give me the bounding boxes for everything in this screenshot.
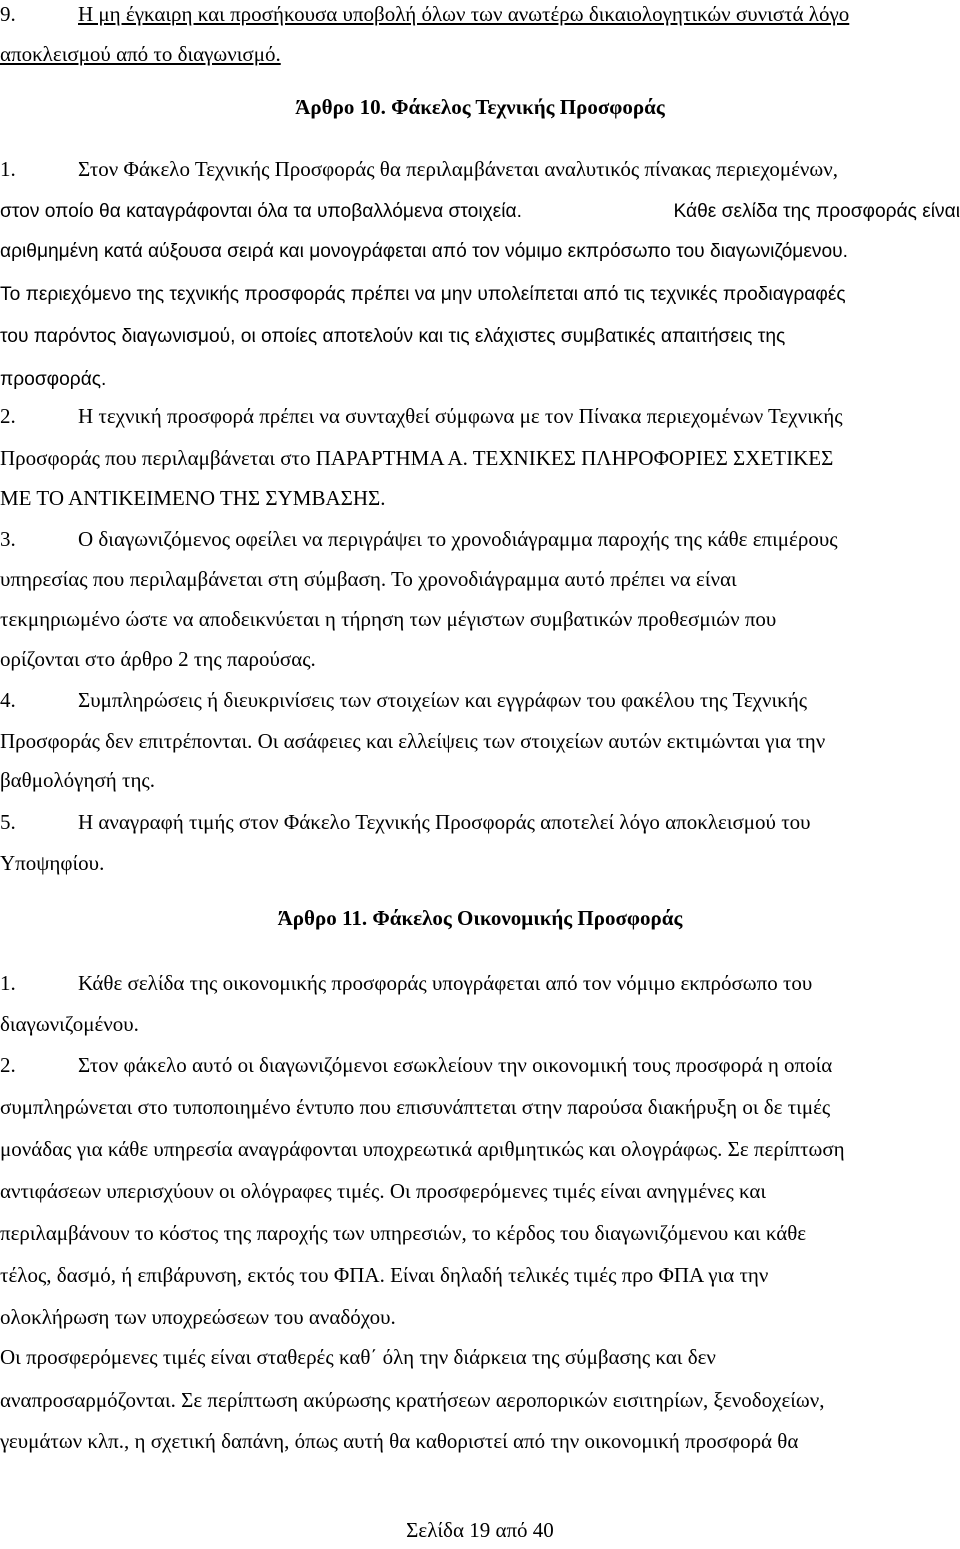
paragraph-text: Η αναγραφή τιμής στον Φάκελο Τεχνικής Προσφοράς αποτελεί λόγο αποκλεισμού του [78,810,811,834]
a10-p1-line-5: του παρόντος διαγωνισμού, οι οποίες αποτελούν και τις ελάχιστες συμβατικές απαιτήσεις της [0,326,786,347]
a11-p1-line-1 [0,971,812,995]
paragraph-text: Ο διαγωνιζόμενος οφείλει να περιγράψει το χρονοδιάγραμμα παροχής της κάθε επιμέρους [78,527,838,551]
a10-p3-line-2: υπηρεσίας που περιλαμβάνεται στη σύμβαση. Το χρονοδιάγραμμα αυτό πρέπει να είναι [0,567,737,591]
a11-p2-line-6: τέλος, δασμό, ή επιβάρυνση, εκτός του ΦΠΑ. Είναι δηλαδή τελικές τιμές προ ΦΠΑ για την [0,1263,769,1287]
a11-p2-line-4: αντιφάσεων υπερισχύουν οι ολόγραφες τιμές. Οι προσφερόμενες τιμές είναι ανηγμένες και [0,1179,767,1203]
a10-p5-line-2: Υποψηφίου. [0,851,105,875]
paragraph-text: Κάθε σελίδα της προσφοράς είναι [673,201,960,222]
paragraph-number: 4. [0,688,16,712]
paragraph-number: 5. [0,810,16,834]
a11-p3-line-2: αναπροσαρμόζονται. Σε περίπτωση ακύρωσης κρατήσεων αεροπορικών εισιτηρίων, ξενοδοχείων, [0,1388,825,1412]
paragraph-text: Συμπληρώσεις ή διευκρινίσεις των στοιχείων και εγγράφων του φακέλου της Τεχνικής [78,688,808,712]
paragraph-text: Η τεχνική προσφορά πρέπει να συνταχθεί σύμφωνα με τον Πίνακα περιεχομένων Τεχνικής [78,404,843,428]
paragraph-number: 3. [0,527,16,551]
a10-p2-line-2: Προσφοράς που περιλαμβάνεται στο ΠΑΡΑΡΤΗΜΑ Α. ΤΕΧΝΙΚΕΣ ΠΛΗΡΟΦΟΡΙΕΣ ΣΧΕΤΙΚΕΣ [0,446,834,470]
item-text: Η μη έγκαιρη και προσήκουσα υποβολή όλων των ανωτέρω δικαιολογητικών συνιστά λόγο [78,2,850,26]
item-text: αποκλεισμού από το διαγωνισμό. [0,42,281,66]
a10-p4-line-1 [0,688,807,712]
paragraph-number: 2. [0,404,16,428]
a10-p4-line-3: βαθμολόγησή της. [0,768,155,792]
page-number-footer: Σελίδα 19 από 40 [406,1518,554,1542]
a10-p2-line-3: ΜΕ ΤΟ ΑΝΤΙΚΕΙΜΕΝΟ ΤΗΣ ΣΥΜΒΑΣΗΣ. [0,486,386,510]
a10-p2-line-1 [0,404,843,428]
a10-p3-line-4: ορίζονται στο άρθρο 2 της παρούσας. [0,647,316,671]
a10-p1-line-6: προσφοράς. [0,369,107,390]
paragraph-number: 1. [0,971,16,995]
article-10-heading: Άρθρο 10. Φάκελος Τεχνικής Προσφοράς [295,95,665,119]
a10-p1-line-3: αριθμημένη κατά αύξουσα σειρά και μονογράφεται από τον νόμιμο εκπρόσωπο του διαγωνιζόμενου. [0,241,848,262]
item-9-line-1 [0,2,849,26]
item-9-line-2 [0,42,281,66]
a11-p3-line-1: Οι προσφερόμενες τιμές είναι σταθερές καθ΄ όλη την διάρκεια της σύμβασης και δεν [0,1345,716,1369]
paragraph-text: Κάθε σελίδα της οικονομικής προσφοράς υπογράφεται από τον νόμιμο εκπρόσωπο του [78,971,813,995]
a10-p3-line-1 [0,527,838,551]
paragraph-text: Στον Φάκελο Τεχνικής Προσφοράς θα περιλαμβάνεται αναλυτικός πίνακας περιεχομένων, [78,157,838,181]
a11-p1-line-2: διαγωνιζομένου. [0,1012,139,1036]
a10-p3-line-3: τεκμηριωμένο ώστε να αποδεικνύεται η τήρηση των μέγιστων συμβατικών προθεσμιών που [0,607,777,631]
paragraph-number: 2. [0,1053,16,1077]
a11-p2-line-3: μονάδας για κάθε υπηρεσία αναγράφονται υποχρεωτικά αριθμητικώς και ολογράφως. Σε περίπτωση [0,1137,845,1161]
a10-p1-line-1 [0,157,838,181]
item-number: 9. [0,2,16,26]
a10-p1-line-2 [0,200,960,224]
a11-p2-line-7: ολοκλήρωση των υποχρεώσεων του αναδόχου. [0,1305,396,1329]
paragraph-number: 1. [0,157,16,181]
a11-p2-line-5: περιλαμβάνουν το κόστος της παροχής των υπηρεσιών, το κέρδος του διαγωνιζόμενου και κάθε [0,1221,807,1245]
paragraph-text: στον οποίο θα καταγράφονται όλα τα υποβαλλόμενα στοιχεία. [0,201,522,222]
a10-p1-line-4: Το περιεχόμενο της τεχνικής προσφοράς πρέπει να μην υπολείπεται από τις τεχνικές προδιαγραφές [0,284,846,305]
a10-p5-line-1 [0,810,811,834]
a10-p4-line-2: Προσφοράς δεν επιτρέπονται. Οι ασάφειες και ελλείψεις των στοιχείων αυτών εκτιμώνται για την [0,729,826,753]
a11-p3-line-3: γευμάτων κλπ., η σχετική δαπάνη, όπως αυτή θα καθοριστεί από την οικονομική προσφορά θα [0,1429,799,1453]
article-11-heading: Άρθρο 11. Φάκελος Οικονομικής Προσφοράς [277,906,683,930]
a11-p2-line-1 [0,1053,832,1077]
paragraph-text: Στον φάκελο αυτό οι διαγωνιζόμενοι εσωκλείουν την οικονομική τους προσφορά η οποία [78,1053,833,1077]
a11-p2-line-2: συμπληρώνεται στο τυποποιημένο έντυπο που επισυνάπτεται στην παρούσα διακήρυξη οι δε τιμές [0,1095,831,1119]
